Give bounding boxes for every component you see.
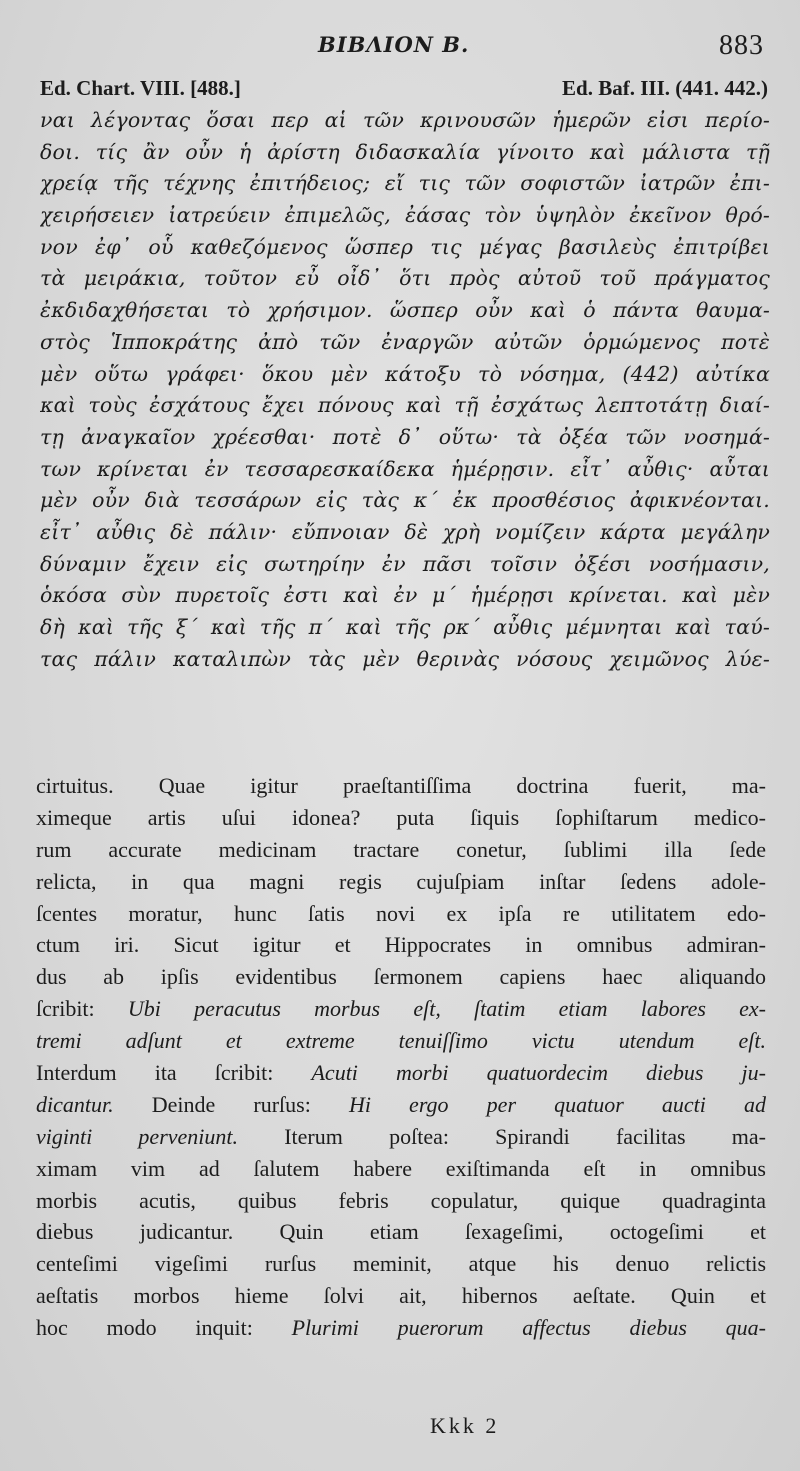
greek-text-line: μὲν οὖν διὰ τεσσάρων εἰς τὰς κ΄ ἐκ προσθέσιος ἀφικνέονται. (40, 488, 770, 513)
greek-text-line: νον ἐφ᾽ οὗ καθεζόμενος ὥσπερ τις μέγας βασιλεὺς ἐπιτρίβει (40, 234, 770, 259)
latin-text-line (36, 993, 766, 1025)
latin-text-line (36, 1312, 766, 1344)
greek-text-line: δοι. τίς ἂν οὖν ἡ ἀρίστη διδασκαλία γίνοιτο καὶ μάλιστα τῇ (40, 139, 770, 164)
latin-text-segment: ximeque artis uſui idonea? puta ſiquis ſophiſtarum medico- (36, 804, 766, 830)
greek-text-line: μὲν οὕτω γράφει· ὅκου μὲν κάτοξυ τὸ νόσημα, (442) αὐτίκα (40, 361, 770, 386)
page-number: 883 (719, 30, 764, 61)
latin-text-line (36, 961, 766, 993)
greek-text-line: καὶ τοὺς ἐσχάτους ἔχει πόνους καὶ τῇ ἐσχάτως λεπτοτάτῃ διαί- (40, 393, 770, 418)
greek-text-line: τας πάλιν καταλιπὼν τὰς μὲν θερινὰς νόσους χειμῶνος λύε- (40, 646, 770, 671)
latin-text-line (36, 802, 766, 834)
running-header (0, 26, 800, 66)
latin-text-segment: ctum iri. Sicut igitur et Hippocrates in omnibus admiran- (36, 932, 766, 958)
latin-quotation-segment: Hi ergo per quatuor aucti ad (348, 1091, 766, 1117)
greek-text-line: δύναμιν ἔχειν εἰς σωτηρίην ἐν πᾶσι τοῖσιν ὀξέσι νοσήμασιν, (40, 551, 770, 576)
greek-text-line: ναι λέγοντας ὅσαι περ αἱ τῶν κρινουσῶν ἡμερῶν εἰσι περίο- (40, 108, 770, 132)
latin-text-segment: rum accurate medicinam tractare conetur, ſublimi illa ſede (36, 836, 766, 862)
greek-text-line: τὰ μειράκια, τοῦτον εὖ οἶδ᾽ ὅτι πρὸς αὐτοῦ τοῦ πράγματος (40, 266, 770, 291)
latin-text-segment: dus ab ipſis evidentibus ſermonem capiens haec aliquando (36, 964, 766, 990)
latin-text-line (36, 770, 766, 802)
greek-text-line: εἶτ᾽ αὖθις δὲ πάλιν· εὔπνοιαν δὲ χρὴ νομίζειν κάρτα μεγάλην (40, 519, 770, 544)
greek-text-line: χρείᾳ τῆς τέχνης ἐπιτήδειος; εἴ τις τῶν σοφιστῶν ἰατρῶν ἐπι- (40, 171, 770, 196)
latin-text-segment: Interdum ita ſcribit: (36, 1060, 312, 1086)
latin-text-segment: aeſtatis morbos hieme ſolvi ait, hibernos aeſtate. Quin et (36, 1283, 766, 1309)
latin-text-line (36, 866, 766, 898)
latin-text-line (36, 1153, 766, 1185)
latin-quotation-segment: Ubi peracutus morbus eſt, ſtatim etiam labores ex- (127, 996, 766, 1022)
latin-text-line (36, 1089, 766, 1121)
signature-mark: Kkk 2 (430, 1413, 500, 1438)
latin-text-line (36, 1216, 766, 1248)
book-title: BIBΛΙΟΝ Β. (318, 32, 470, 57)
latin-text-segment: ſcribit: (36, 996, 128, 1022)
latin-text-segment: relicta, in qua magni regis cujuſpiam inſtar ſedens adole- (36, 868, 766, 894)
latin-text-line (36, 1121, 766, 1153)
latin-quotation-segment: Plurimi puerorum affectus diebus qua- (291, 1315, 766, 1341)
latin-text-line (36, 929, 766, 961)
latin-text-segment: ximam vim ad ſalutem habere exiſtimanda eſt in omnibus (36, 1155, 766, 1181)
edition-basel-ref: Ed. Baf. III. (441. 442.) (562, 76, 768, 100)
latin-quotation-segment: tremi adſunt et extreme tenuiſſimo victu utendum eſt. (36, 1028, 766, 1054)
latin-text-segment: Deinde rurſus: (113, 1091, 349, 1117)
greek-text-line: των κρίνεται ἐν τεσσαρεσκαίδεκα ἡμέρῃσιν. εἶτ᾽ αὖθις· αὗται (40, 456, 770, 481)
latin-text-segment: diebus judicantur. Quin etiam ſexageſimi, octogeſimi et (36, 1219, 766, 1245)
latin-text-line (36, 1248, 766, 1280)
latin-text-line (36, 1280, 766, 1312)
latin-text-segment: cirtuitus. Quae igitur praeſtantiſſima doctrina fuerit, ma- (36, 773, 766, 798)
edition-references (40, 76, 768, 106)
latin-quotation-segment: dicantur. (36, 1091, 114, 1117)
latin-text-segment: hoc modo inquit: (36, 1315, 292, 1341)
greek-text-block (40, 105, 770, 675)
greek-text-line: ὁκόσα σὺν πυρετοῖς ἐστι καὶ ἐν μ΄ ἡμέρῃσι κρίνεται. καὶ μὲν (40, 583, 770, 608)
latin-text-line (36, 1057, 766, 1089)
latin-quotation-segment: Acuti morbi quatuordecim diebus ju- (311, 1060, 766, 1086)
latin-text-line (36, 1185, 766, 1217)
latin-text-segment: Iterum poſtea: Spirandi facilitas ma- (238, 1123, 766, 1149)
greek-text-line: χειρήσειεν ἰατρεύειν ἐπιμελῶς, ἐάσας τὸν ὑψηλὸν ἐκεῖνον θρό- (40, 203, 770, 228)
latin-text-line (36, 1025, 766, 1057)
greek-text-line: ἐκδιδαχθήσεται τὸ χρήσιμον. ὥσπερ οὖν καὶ ὁ πάντα θαυμα- (40, 298, 770, 323)
latin-text-segment: centeſimi vigeſimi rurſus meminit, atque his denuo relictis (36, 1251, 766, 1277)
greek-text-line: στὸς Ἱπποκράτης ἀπὸ τῶν ἐναργῶν αὐτῶν ὁρμώμενος ποτὲ (40, 329, 770, 354)
latin-text-segment: ſcentes moratur, hunc ſatis novi ex ipſa re utilitatem edo- (36, 900, 766, 926)
latin-translation-block (36, 770, 766, 1344)
latin-text-line (36, 834, 766, 866)
greek-text-line: δὴ καὶ τῆς ξ΄ καὶ τῆς π΄ καὶ τῆς ρκ΄ αὖθις μέμνηται καὶ ταύ- (40, 615, 770, 639)
latin-quotation-segment: viginti perveniunt. (36, 1123, 239, 1149)
greek-text-line: τῃ ἀναγκαῖον χρέεσθαι· ποτὲ δ᾽ οὕτω· τὰ ὀξέα τῶν νοσημά- (40, 424, 770, 449)
edition-chartier-ref: Ed. Chart. VIII. [488.] (40, 76, 241, 100)
latin-text-line (36, 898, 766, 930)
latin-text-segment: morbis acutis, quibus febris copulatur, quique quadraginta (36, 1187, 766, 1213)
